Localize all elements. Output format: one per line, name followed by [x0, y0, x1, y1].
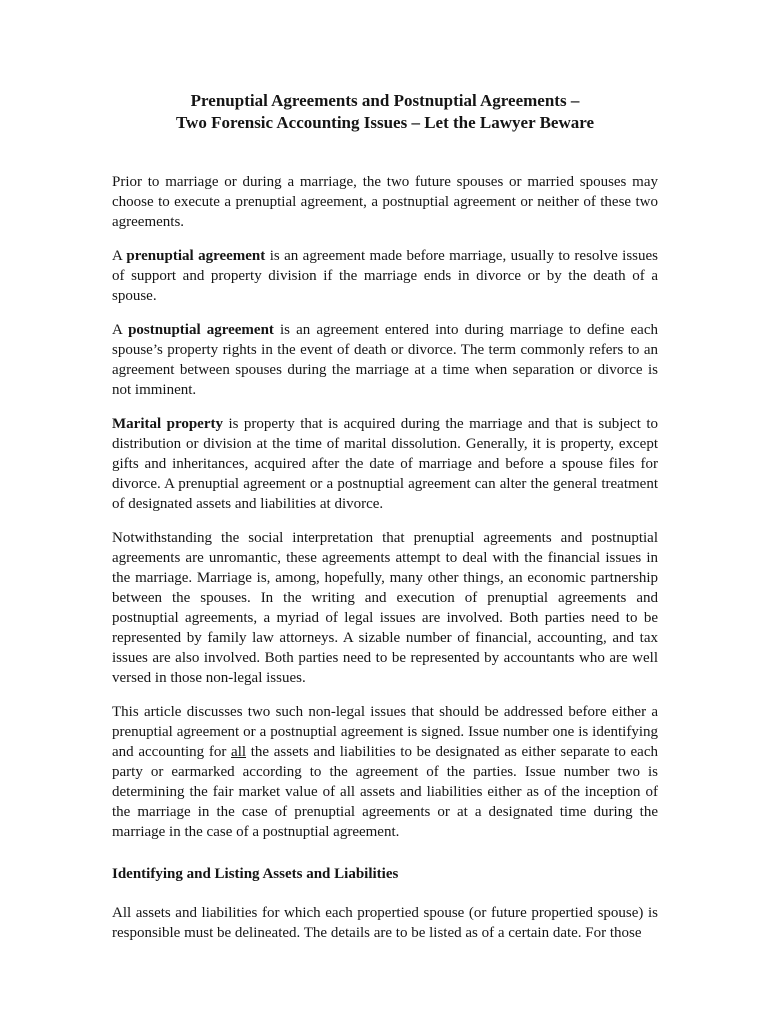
paragraph — [112, 172, 658, 232]
text-run: the assets and liabilities to be designated as either separate to each party or earmarked according to the agreement of the parties. Issue number two is determining the fair market value of all assets and liabilities either as of the inception of the marriage in the case of prenuptial agreements or at a designated time during the marriage in the case of a postnuptial agreement. — [112, 744, 658, 840]
document-title — [112, 90, 658, 134]
text-run: All assets and liabilities for which each propertied spouse (or future propertied spouse) is responsible must be delineated. The details are to be listed as of a certain date. For those — [112, 905, 658, 941]
text-run: is property that is acquired during the marriage and that is subject to distribution or division at the time of marital dissolution. Generally, it is property, except gifts and inheritances, acquired after the date of marriage and before a spouse files for divorce. A prenuptial agreement or a postnuptial agreement can alter the general treatment of designated assets and liabilities at divorce. — [112, 416, 658, 512]
text-run: Prior to marriage or during a marriage, the two future spouses or married spouses may choose to execute a prenuptial agreement, a postnuptial agreement or neither of these two agreements. — [112, 174, 658, 230]
title-line-1: Prenuptial Agreements and Postnuptial Agreements – — [190, 91, 580, 110]
paragraph — [112, 320, 658, 400]
document-body — [112, 172, 658, 943]
text-run-bold: Marital property — [112, 416, 223, 432]
text-run: This article discusses two such non-legal issues that should be addressed before either a prenuptial agreement or a postnuptial agreement is signed. Issue number one is identifying and accounting for — [112, 704, 658, 760]
text-run-bold: prenuptial agreement — [126, 248, 266, 264]
text-run-bold: postnuptial agreement — [128, 322, 274, 338]
paragraph — [112, 903, 658, 943]
paragraph — [112, 528, 658, 688]
paragraph — [112, 414, 658, 514]
text-run: is an agreement entered into during marriage to define each spouse’s property rights in the event of death or divorce. The term commonly refers to an agreement between spouses during the marriage at a time when separation or divorce is not imminent. — [112, 322, 658, 398]
title-line-2: Two Forensic Accounting Issues – Let the Lawyer Beware — [175, 113, 595, 132]
text-run: Notwithstanding the social interpretation that prenuptial agreements and postnuptial agreements are unromantic, these agreements attempt to deal with the financial issues in the marriage. Marriage is, among, hopefully, many other things, an economic partnership between the spouses. In the writing and execution of prenuptial agreements and postnuptial agreements, a myriad of legal issues are involved. Both parties need to be represented by family law attorneys. A sizable number of financial, accounting, and tax issues are also involved. Both parties need to be represented by accountants who are well versed in those non-legal issues. — [112, 530, 658, 686]
paragraph — [112, 702, 658, 842]
paragraph — [112, 246, 658, 306]
text-run: Identifying and Listing Assets and Liabilities — [112, 866, 399, 882]
text-run-underline: all — [231, 744, 247, 760]
text-run: A — [112, 322, 129, 338]
text-run: is an agreement made before marriage, usually to resolve issues of support and property division if the marriage ends in divorce or by the death of a spouse. — [112, 248, 658, 304]
section-heading — [112, 864, 658, 884]
text-run: A — [112, 248, 127, 264]
